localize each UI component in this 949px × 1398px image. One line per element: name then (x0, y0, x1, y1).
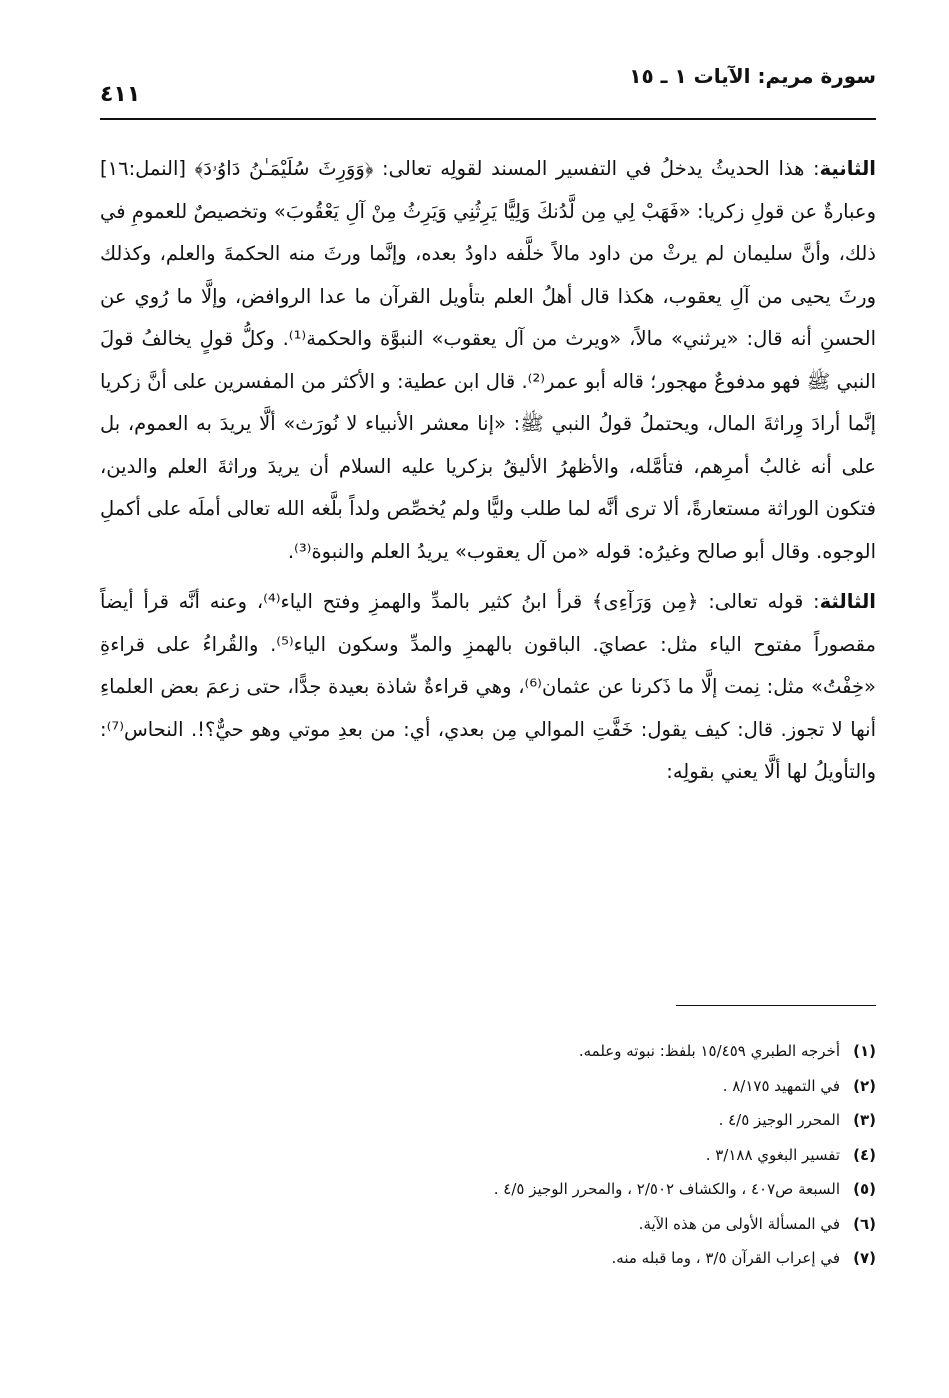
footnote-text: السبعة ص٤٠٧ ، والكشاف ٢/٥٠٢ ، والمحرر الوجيز ٤/٥ . (493, 1180, 840, 1198)
footnote-item (100, 1172, 876, 1207)
page-number: ٤١١ (100, 82, 141, 107)
footnote-text: في إعراب القرآن ٣/٥ ، وما قبله منه. (611, 1249, 840, 1267)
page-header (100, 62, 876, 120)
running-title: سورة مريم: الآيات ١ ـ ١٥ (629, 64, 876, 88)
paragraph-text: : هذا الحديثُ يدخلُ في التفسير المسند لقولِه تعالى: ﴿وَوَرِثَ سُلَيْمَـٰنُ دَاوُۥدَ﴾ [النمل:١٦] وعبارةٌ عن قولِ زكريا: «فَهَبْ لِي مِن لَّدُنكَ وَلِيًّا يَرِثُنِي وَيَرِثُ مِنْ آلِ يَعْقُوبَ» وتخصيصٌ للعمومِ في ذلك، وأنَّ سليمان لم يرثْ من داود مالاً خلَّفه داودُ بعده، وإنَّما ورثَ منه الحكمةَ والعلم، وكذلك ورثَ يحيى من آلِ يعقوب، هكذا قال أهلُ العلم بتأويل القرآن ما عدا الروافض، وإلَّا ما رُوي عن الحسنِ أنه قال: «يرثني» مالاً، «ويرث من آل يعقوب» النبوَّة والحكمة⁽¹⁾. وكلُّ قولٍ يخالفُ قولَ النبي ﷺ فهو مدفوعٌ مهجور؛ قاله أبو عمر⁽²⁾. قال ابن عطية: و الأكثر من المفسرين على أنَّ زكريا إنَّما أرادَ وِراثةَ المال، ويحتملُ قولُ النبي ﷺ: «إنا معشر الأنبياء لا نُورَث» ألَّا يريدَ به العموم، بل على أنه غالبُ أمرِهم، فتأمَّله، والأظهرُ الأليقُ بزكريا عليه السلام أن يريدَ وراثةَ العلم والدين، فتكون الوراثة مستعارةً، ألا ترى أنَّه لما طلب وليًّا ولم يُخصِّص ولداً بلَّغه الله تعالى أملَه على أكملِ الوجوه. وقال أبو صالح وغيرُه: قوله «من آل يعقوب» يريدُ العلم والنبوة⁽³⁾. (100, 157, 877, 563)
issue-heading-third: الثالثة (819, 590, 876, 613)
footnote-number: (١) (853, 1042, 876, 1060)
footnotes (100, 1034, 876, 1276)
footnote-divider (676, 1005, 876, 1006)
footnote-item (100, 1103, 876, 1138)
main-text (100, 148, 876, 794)
issue-heading-second: الثانية (819, 157, 876, 180)
footnote-number: (٣) (853, 1111, 876, 1129)
footnote-item (100, 1069, 876, 1104)
paragraph-second-issue (100, 148, 876, 573)
footnote-item (100, 1138, 876, 1173)
footnote-number: (٧) (853, 1249, 876, 1267)
footnote-item (100, 1034, 876, 1069)
footnote-text: المحرر الوجيز ٤/٥ . (718, 1111, 840, 1129)
footnote-text: تفسير البغوي ٣/١٨٨ . (705, 1145, 840, 1164)
footnote-number: (٥) (853, 1180, 876, 1198)
paragraph-third-issue (100, 581, 876, 794)
footnote-item (100, 1207, 876, 1242)
footnote-number: (٢) (853, 1076, 876, 1095)
footnote-number: (٦) (853, 1214, 876, 1233)
footnote-number: (٤) (853, 1145, 876, 1164)
footnote-item (100, 1241, 876, 1276)
footnote-text: في التمهيد ٨/١٧٥ . (722, 1076, 840, 1095)
paragraph-text: : قوله تعالى: ﴿مِن وَرَآءِى﴾ قرأ ابنُ كثير بالمدِّ والهمزِ وفتح الياء⁽⁴⁾، وعنه أنَّه قرأ أيضاً مقصوراً مفتوح الياء مثل: عصايَ. الباقون بالهمزِ والمدِّ وسكون الياء⁽⁵⁾. والقُراءُ على قراءةِ «خِفْتُ» مثل: نِمت إلَّا ما ذَكرنا عن عثمان⁽⁶⁾، وهي قراءةٌ شاذة بعيدة جدًّا، حتى زعمَ بعض العلماءِ أنها لا تجوز. قال: كيف يقول: خَفَّتِ الموالي مِن بعدي، أي: من بعدِ موتي وهو حيٌّ؟!. النحاس⁽⁷⁾: والتأويلُ لها ألَّا يعني بقولِه: (100, 590, 876, 783)
footnote-text: في المسألة الأولى من هذه الآية. (638, 1214, 840, 1233)
footnote-text: أخرجه الطبري ١٥/٤٥٩ بلفظ: نبوته وعلمه. (578, 1042, 840, 1060)
